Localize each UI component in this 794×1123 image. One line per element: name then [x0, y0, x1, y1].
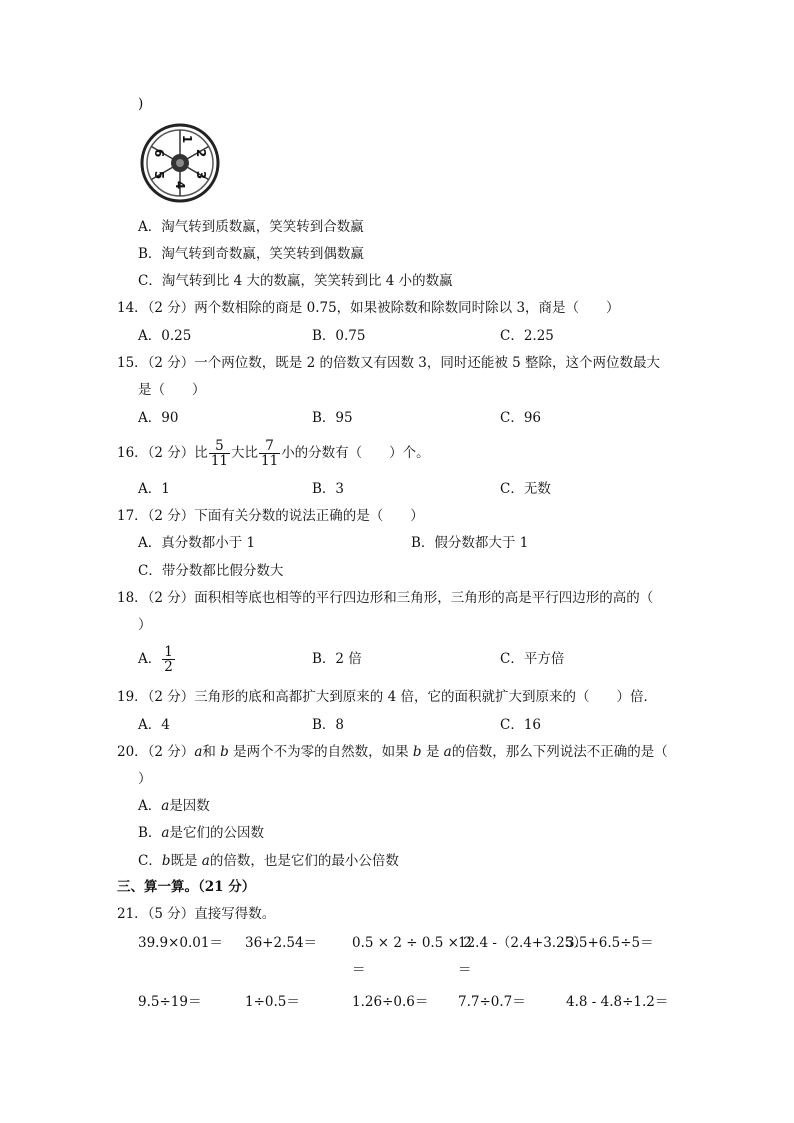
q16-fraction-5-11: $\frac{5}{11}$ [210, 438, 228, 469]
wheel-number-6: 6 [152, 148, 166, 158]
q21-calc-6: 9.5÷19＝ [138, 994, 202, 1010]
q21-calc-3: 0.5 × 2 ÷ 0.5 × 2 [352, 935, 472, 951]
q17-stem: 17．（2 分）下面有关分数的说法正确的是（ ） [117, 508, 424, 524]
continued-paren: ) [138, 96, 144, 112]
q18-option-a: A． $\frac{1}{2}$ [138, 644, 173, 675]
q16-fraction-7-11: $\frac{7}{11}$ [261, 438, 279, 469]
q16-option-a: A．1 [138, 481, 170, 497]
q16-stem [117, 436, 430, 470]
q19-option-c: C．16 [500, 717, 542, 733]
q13-option-c: C．淘气转到比 4 大的数赢，笑笑转到比 4 小的数赢 [138, 273, 453, 289]
q16-suffix: 小的分数有（ ）个。 [281, 445, 430, 461]
q21-calc-4-equals: ＝ [458, 962, 472, 978]
q20-option-a: A．a是因数 [138, 798, 210, 814]
q18-stem-line1: 18．（2 分）面积相等底也相等的平行四边形和三角形，三角形的高是平行四边形的高的（ [117, 590, 654, 606]
q16-option-c: C．无数 [500, 481, 551, 497]
q13-option-b: B．淘气转到奇数赢，笑笑转到偶数赢 [138, 246, 364, 262]
q14-option-a: A．0.25 [138, 328, 192, 344]
wheel-number-2: 2 [194, 148, 208, 158]
q21-calc-10: 4.8 - 4.8÷1.2＝ [566, 994, 669, 1010]
q19-stem: 19．（2 分）三角形的底和高都扩大到原来的 4 倍，它的面积就扩大到原来的（ ）倍． [117, 689, 657, 705]
q18-stem-line2: ） [138, 617, 152, 633]
q20-option-c: C．b既是 a的倍数，也是它们的最小公倍数 [138, 853, 399, 869]
q19-option-b: B．8 [312, 717, 345, 733]
q21-calc-5: 3.5+6.5÷5＝ [566, 935, 654, 951]
q14-option-c: C．2.25 [500, 328, 554, 344]
q15-stem-line2: 是（ ） [138, 382, 206, 398]
q15-stem-line1: 15．（2 分）一个两位数，既是 2 的倍数又有因数 3，同时还能被 5 整除，这个两位数最大 [117, 355, 661, 371]
q21-calc-2: 36+2.54＝ [245, 935, 318, 951]
q21-calc-9: 7.7÷0.7＝ [458, 994, 526, 1010]
wheel-number-5: 5 [152, 170, 166, 180]
q14-stem: 14．（2 分）两个数相除的商是 0.75，如果被除数和除数同时除以 3，商是（ ） [117, 300, 620, 316]
q19-option-a: A．4 [138, 717, 170, 733]
q17-option-c: C．带分数都比假分数大 [138, 563, 284, 579]
q16-option-b: B．3 [312, 481, 345, 497]
wheel-number-4: 4 [173, 180, 187, 190]
wheel-number-1: 1 [180, 134, 194, 144]
spinner-wheel [138, 123, 222, 203]
q20-stem-line2: ） [138, 771, 152, 787]
q14-option-b: B．0.75 [312, 328, 366, 344]
q18-fraction-1-2: $\frac{1}{2}$ [164, 644, 173, 675]
q21-calc-1: 39.9×0.01＝ [138, 935, 223, 951]
q18-option-b: B．2 倍 [312, 651, 362, 667]
q17-option-b: B．假分数都大于 1 [411, 535, 529, 551]
q15-option-c: C．96 [500, 410, 542, 426]
q21-calc-4: 12.4 -（2.4+3.25） [458, 935, 587, 951]
q15-option-a: A．90 [138, 410, 179, 426]
q21-calc-3-equals: ＝ [352, 962, 366, 978]
q20-option-b: B．a是它们的公因数 [138, 825, 264, 841]
wheel-number-3: 3 [194, 170, 208, 180]
q13-option-a: A．淘气转到质数赢，笑笑转到合数赢 [138, 219, 364, 235]
q18-option-c: C．平方倍 [500, 651, 565, 667]
section-3-heading: 三、算一算。（21 分） [117, 879, 256, 895]
q16-prefix: 16．（2 分）比 [117, 445, 208, 461]
q21-calc-8: 1.26÷0.6＝ [352, 994, 429, 1010]
q20-stem-line1: 20．（2 分）a和 b 是两个不为零的自然数，如果 b 是 a的倍数，那么下列说法不正确的是（ [117, 744, 668, 760]
q16-mid: 大比 [231, 445, 258, 461]
q21-stem: 21．（5 分）直接写得数。 [117, 906, 276, 922]
q17-option-a: A．真分数都小于 1 [138, 535, 256, 551]
q21-calc-7: 1÷0.5＝ [245, 994, 300, 1010]
q15-option-b: B．95 [312, 410, 353, 426]
